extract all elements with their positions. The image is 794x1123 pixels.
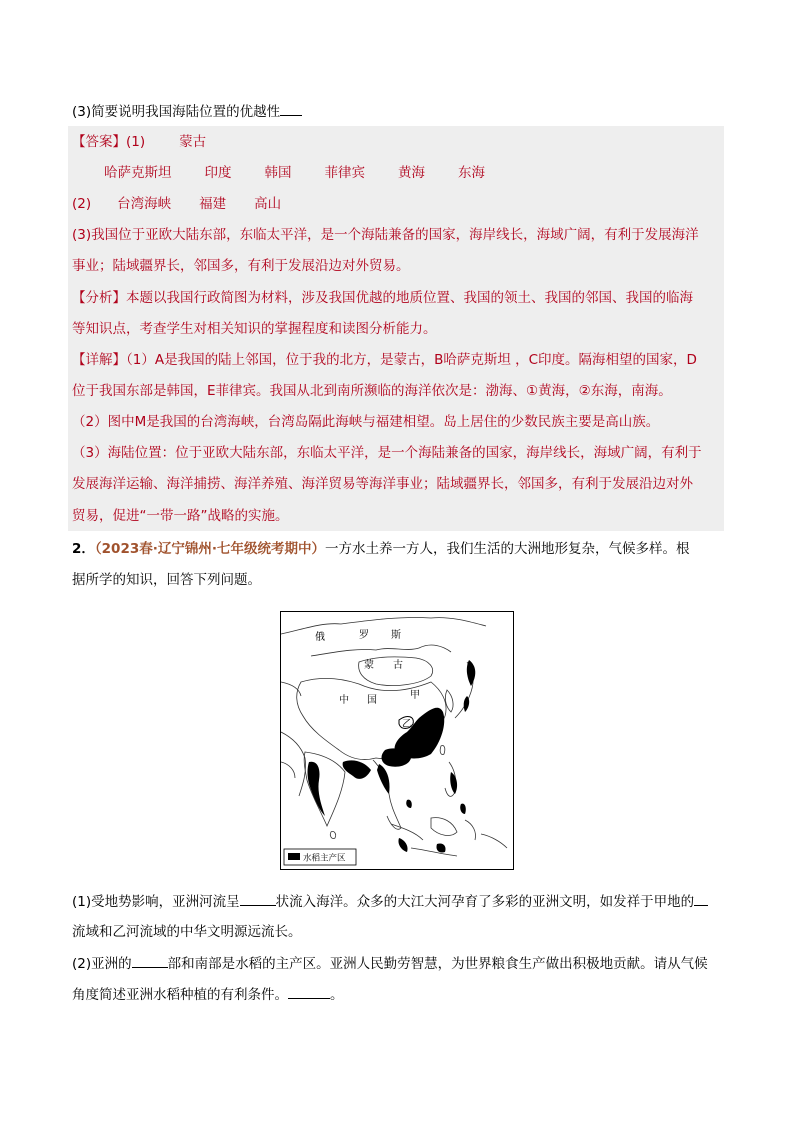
q2-part2-blank2[interactable] — [288, 984, 330, 999]
answer-a: 蒙古 — [179, 134, 207, 150]
q2-part2-text-c: 角度简述亚洲水稻种植的有利条件。 — [72, 987, 288, 1003]
map-label: 蒙 — [364, 660, 374, 671]
answer-item: 哈萨克斯坦 — [104, 165, 172, 181]
q2-part2-line1 — [72, 953, 708, 974]
map-label: 国 — [367, 695, 377, 706]
answer-label: 【答案】 — [72, 134, 126, 150]
analysis-line2: 等知识点，考查学生对相关知识的掌握程度和读图分析能力。 — [72, 321, 437, 337]
answer-item: 台湾海峡 — [117, 196, 172, 212]
detail-line3: （2）图中M是我国的台湾海峡，台湾岛隔此海峡与福建相望。岛上居住的少数民族主要是高山族。 — [72, 414, 660, 430]
q2-stem-line2: 据所学的知识，回答下列问题。 — [72, 572, 261, 588]
asia-rice-map — [280, 611, 514, 870]
answer-item: 菲律宾 — [324, 165, 365, 181]
q2-part1-line1 — [72, 891, 708, 912]
answer-part2-num: (2) — [72, 196, 92, 212]
q2-part1-blank2[interactable] — [694, 891, 708, 906]
answer-part1-num: (1) — [126, 134, 146, 150]
legend-label: 水稻主产区 — [303, 853, 346, 864]
detail-label: 【详解】 — [72, 352, 126, 368]
q2-part1-line2: 流域和乙河流域的中华文明源远流长。 — [72, 924, 302, 940]
answer-item: 福建 — [199, 196, 227, 212]
q2-part1-blank1[interactable] — [240, 891, 276, 906]
answer-row-1 — [72, 132, 206, 152]
detail-line5: 发展海洋运输、海洋捕捞、海洋养殖、海洋贸易等海洋事业；陆域疆界长，邻国多，有利于发展沿边对外 — [72, 476, 693, 492]
answer-item: 黄海 — [398, 165, 425, 181]
q2-part2-blank1[interactable] — [132, 953, 168, 968]
analysis-text: 本题以我国行政简图为材料，涉及我国优越的地质位置、我国的领土、我国的邻国、我国的临海 — [126, 290, 693, 306]
map-label: 俄 — [315, 632, 325, 643]
map-label: 中 — [339, 695, 349, 706]
q2-stem-line1 — [72, 539, 690, 559]
answer-part3-line1: (3)我国位于亚欧大陆东部，东临太平洋，是一个海陆兼备的国家，海岸线长，海域广阔，有利于发展海洋 — [72, 227, 699, 243]
q2-number: 2． — [72, 541, 95, 557]
answer-row-2 — [104, 163, 485, 183]
q1-part3-text: (3)简要说明我国海陆位置的优越性 — [72, 104, 281, 120]
answer-part3-line2: 事业；陆域疆界长，邻国多，有利于发展沿边对外贸易。 — [72, 258, 410, 274]
detail-line4: （3）海陆位置：位于亚欧大陆东部，东临太平洋，是一个海陆兼备的国家，海岸线长，海域广阔，有利于 — [72, 445, 702, 461]
answer-item: 高山 — [254, 196, 282, 212]
q2-part1-text-a: (1)受地势影响，亚洲河流呈 — [72, 894, 240, 910]
detail-line2: 位于我国东部是韩国，E菲律宾。我国从北到南所濒临的海洋依次是：渤海、①黄海，②东海，南海。 — [72, 383, 672, 399]
map-label: 古 — [393, 660, 403, 671]
q2-part2-text-d: 。 — [330, 987, 344, 1003]
answer-item: 印度 — [204, 165, 232, 181]
q2-part1-text-b: 状流入海洋。众多的大江大河孕育了多彩的亚洲文明，如发祥于甲地的 — [275, 894, 695, 910]
q2-source: （2023春·辽宁锦州·七年级统考期中） — [94, 541, 325, 557]
q2-part2-text-b: 部和南部是水稻的主产区。亚洲人民勤劳智慧，为世界粮食生产做出积极地贡献。请从气候 — [167, 956, 708, 972]
legend-swatch — [288, 853, 300, 860]
analysis-line1 — [72, 288, 693, 308]
detail-text: （1）A是我国的陆上邻国，位于我的北方，是蒙古，B哈萨克斯坦 ，C印度。隔海相望的国家，D — [126, 352, 697, 368]
q1-part3-prompt — [72, 101, 302, 122]
answer-item: 东海 — [458, 165, 485, 181]
answer-item: 韩国 — [264, 165, 292, 181]
q1-part3-blank[interactable] — [280, 101, 302, 116]
map-label: 乙 — [402, 719, 412, 730]
detail-line6: 贸易，促进“一带一路”战略的实施。 — [72, 508, 289, 524]
q2-stem-text: 一方水土养一方人，我们生活的大洲地形复杂，气候多样。根 — [325, 541, 690, 557]
answer-row-3 — [72, 194, 281, 214]
map-label: 斯 — [391, 630, 401, 641]
map-label: 甲 — [410, 690, 420, 701]
q2-part2-text-a: (2)亚洲的 — [72, 956, 132, 972]
q2-part2-line2 — [72, 984, 344, 1005]
analysis-label: 【分析】 — [72, 290, 126, 306]
map-label: 罗 — [359, 630, 369, 641]
detail-line1 — [72, 350, 697, 370]
map-svg — [281, 612, 513, 869]
